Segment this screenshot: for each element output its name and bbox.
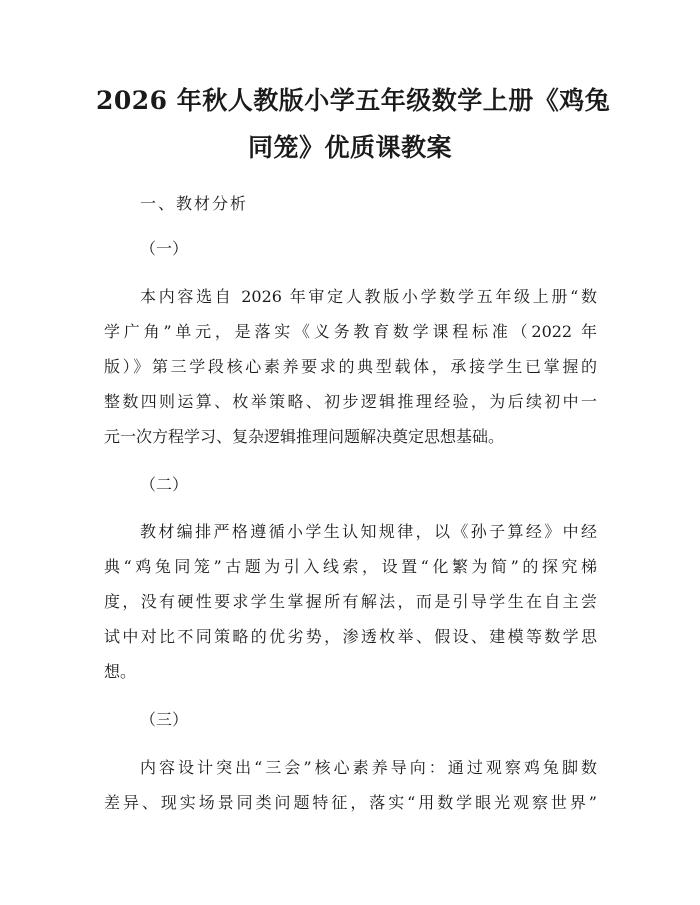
paragraph-1-line: 学广角”单元，是落实《义务教育数学课程标准（2022 年	[104, 322, 597, 341]
subsection-label-1: （一）	[140, 239, 189, 258]
paragraph-3-line: 内容设计突出“三会”核心素养导向：通过观察鸡兔脚数	[140, 758, 597, 777]
paragraph-3-line: 差异、现实场景同类问题特征，落实“用数学眼光观察世界”	[104, 793, 597, 812]
subsection-label-2: （二）	[140, 475, 189, 494]
paragraph-1-line: 版）》第三学段核心素养要求的典型载体，承接学生已掌握的	[104, 357, 597, 376]
document-title-line-2: 同笼》优质课教案	[247, 133, 452, 162]
paragraph-2-line: 典“鸡兔同笼”古题为引入线索，设置“化繁为简”的探究梯	[104, 557, 597, 576]
document-title-line-1: 2026 年秋人教版小学五年级数学上册《鸡兔	[96, 86, 611, 115]
paragraph-1-line: 整数四则运算、枚举策略、初步逻辑推理经验，为后续初中一	[104, 392, 597, 411]
paragraph-2-line: 教材编排严格遵循小学生认知规律，以《孙子算经》中经	[140, 522, 597, 541]
paragraph-1-line: 本内容选自 2026 年审定人教版小学数学五年级上册“数	[140, 287, 597, 306]
paragraph-1-line: 元一次方程学习、复杂逻辑推理问题解决奠定思想基础。	[104, 427, 505, 446]
section-heading-textbook-analysis: 一、教材分析	[140, 194, 249, 213]
paragraph-2-line: 试中对比不同策略的优劣势，渗透枚举、假设、建模等数学思	[104, 627, 597, 646]
subsection-label-3: （三）	[140, 710, 189, 729]
paragraph-2-line: 度，没有硬性要求学生掌握所有解法，而是引导学生在自主尝	[104, 592, 597, 611]
paragraph-2-line: 想。	[104, 662, 137, 681]
